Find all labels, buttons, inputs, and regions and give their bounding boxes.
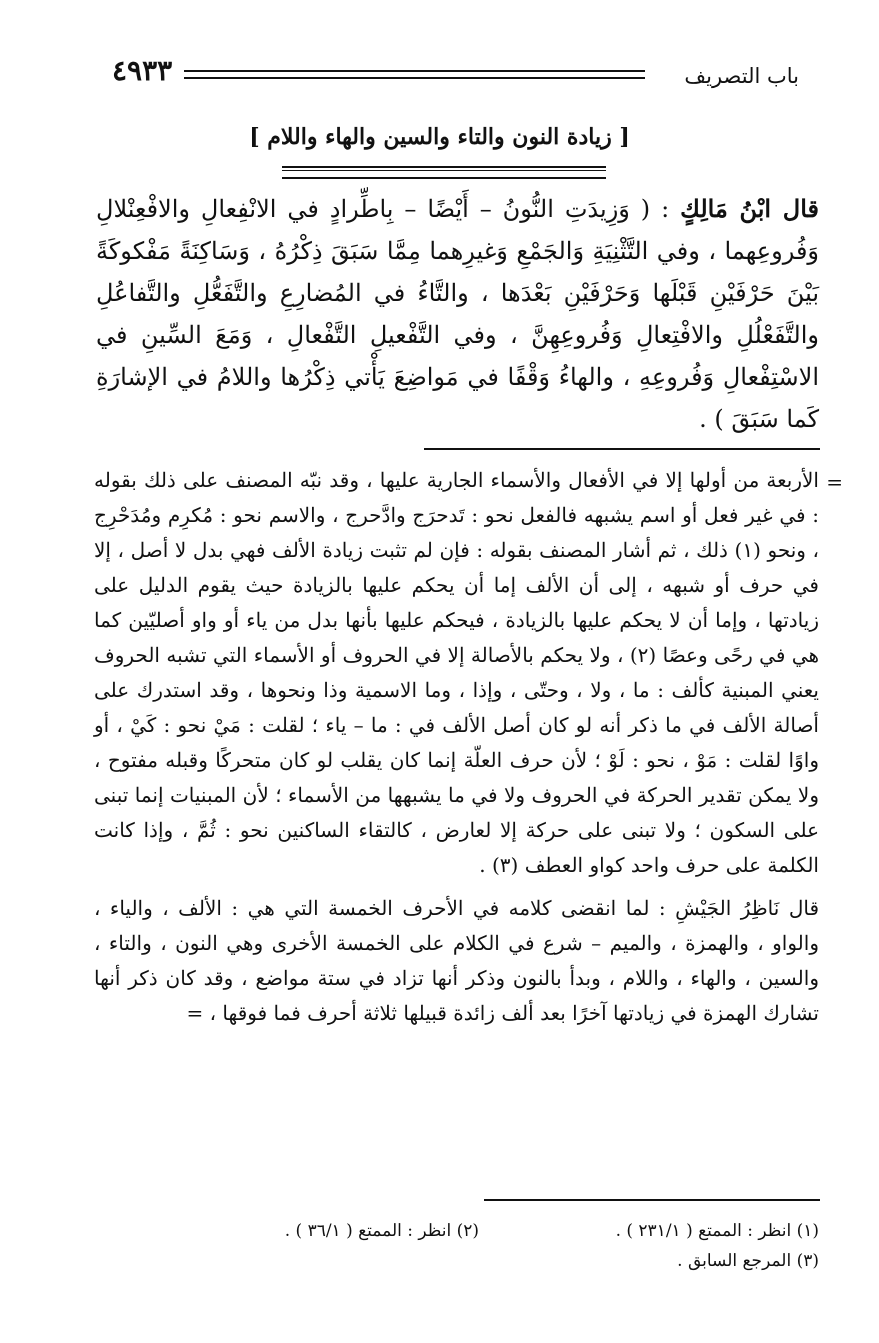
footnote-row (94, 1246, 819, 1276)
main-text (96, 188, 819, 440)
main-text-body: : ( وَزِيدَتِ النُّونُ – أَيْضًا – بِاطِّرادٍ في الانْفِعالِ والافْعِنْلالِ وَفُروعِهما ، وفي التَّثْنِيَةِ وَالجَمْعِ وَغيرِهما مِمَّا سَبَقَ ذِكْرُهُ ، وَسَاكِنَةً مَفْكوكَةً بَيْنَ حَرْفَيْنِ قَبْلَها وَحَرْفَيْنِ بَعْدَها ، والتَّاءُ في المُضارِعِ والتَّفَعُّلِ والتَّفاعُلِ والتَّفَعْلُلِ والافْتِعالِ وَفُروعِهِنَّ ، وفي التَّفْعيلِ التَّفْعالِ ، وَمَعَ السِّينِ في الاسْتِفْعالِ وَفُروعِهِ ، والهاءُ وَقْفًا في مَواضِعَ يَأْتي ذِكْرُها واللامُ في الإشارَةِ كَما سَبَقَ ) . (96, 195, 819, 433)
commentary-text (94, 463, 819, 1031)
chapter-title: باب التصريف (684, 64, 799, 88)
commentary-paragraph: قال نَاظِرُ الجَيْشِ : لما انقضى كلامه في الأحرف الخمسة التي هي : الألف ، والياء ، والواو ، والهمزة ، والميم – شرع في الكلام على الخمسة الأخرى وهي النون ، والتاء ، والسين ، والهاء ، واللام ، وبدأ بالنون وذكر أنها تزاد في ستة مواضع ، وقد كان ذكر أنها تشارك الهمزة في زيادتها آخرًا بعد ألف زائدة قبيلها ثلاثة أحرف فما فوقها ، = (94, 896, 819, 1025)
footnotes (94, 1216, 819, 1276)
continuation-mark: = (826, 470, 843, 494)
footnote-separator (484, 1199, 820, 1201)
main-text-speaker: قال ابْنُ مَالِكٍ (680, 194, 819, 223)
footnote-1: (١) انظر : الممتع ( ٢٣١/١ ) . (615, 1221, 819, 1241)
footnote-row (94, 1216, 819, 1246)
footnote-3: (٣) المرجع السابق . (677, 1251, 819, 1271)
commentary-paragraph: الأربعة من أولها إلا في الأفعال والأسماء الجارية عليها ، وقد نبّه المصنف على ذلك بقوله : في غير فعل أو اسم يشبهه فالفعل نحو : تَدحرَج وادَّحرج ، والاسم نحو : مُكرِم ومُدَحْرِج ، ونحو (١) ذلك ، ثم أشار المصنف بقوله : فإن لم تثبت زيادة الألف فهي بدل لا أصل ، إلا في حرف أو شبهه ، إلى أن الألف إما أن يحكم عليها بالزيادة حيث يقوم الدليل على زيادتها ، وإما أن لا يحكم عليها بالزيادة ، فيحكم عليها بأنها بدل من ياء أو واو أصليّين كما هي في رحًى وعصًا (٢) ، ولا يحكم بالأصالة إلا في الحروف أو الأسماء التي تشبه الحروف يعني المبنية كألف : ما ، ولا ، وحتّى ، وإذا ، وما الاسمية وذا ونحوها ، وقد استدرك على أصالة الألف في ما ذكر أنه لو كان أصل الألف في : ما – ياء ؛ لقلت : مَيْ نحو : كَيْ ، أو واوًا لقلت : مَوْ ، نحو : لَوْ ؛ لأن حرف العلّة إنما كان يقلب لو كان متحركًا وقبله مفتوح ، ولا يمكن تقدير الحركة في الحروف ولا في ما يشبهها من الأسماء ؛ لأن المبنيات إنما تبنى على السكون ؛ ولا تبنى على حركة إلا لعارض ، كالتقاء الساكنين نحو : ثُمَّ ، وإذا كانت الكلمة على حرف واحد كواو العطف (٣) . (94, 468, 819, 877)
section-heading: [ زيادة النون والتاء والسين والهاء واللام ] (249, 124, 630, 150)
heading-rule (282, 166, 606, 179)
header-rule (184, 70, 645, 79)
page-number: ٤٩٣٣ (112, 54, 173, 87)
footnote-2: (٢) انظر : الممتع ( ٣٦/١ ) . (284, 1221, 479, 1241)
commentary-separator (424, 448, 820, 450)
running-header (112, 52, 799, 98)
